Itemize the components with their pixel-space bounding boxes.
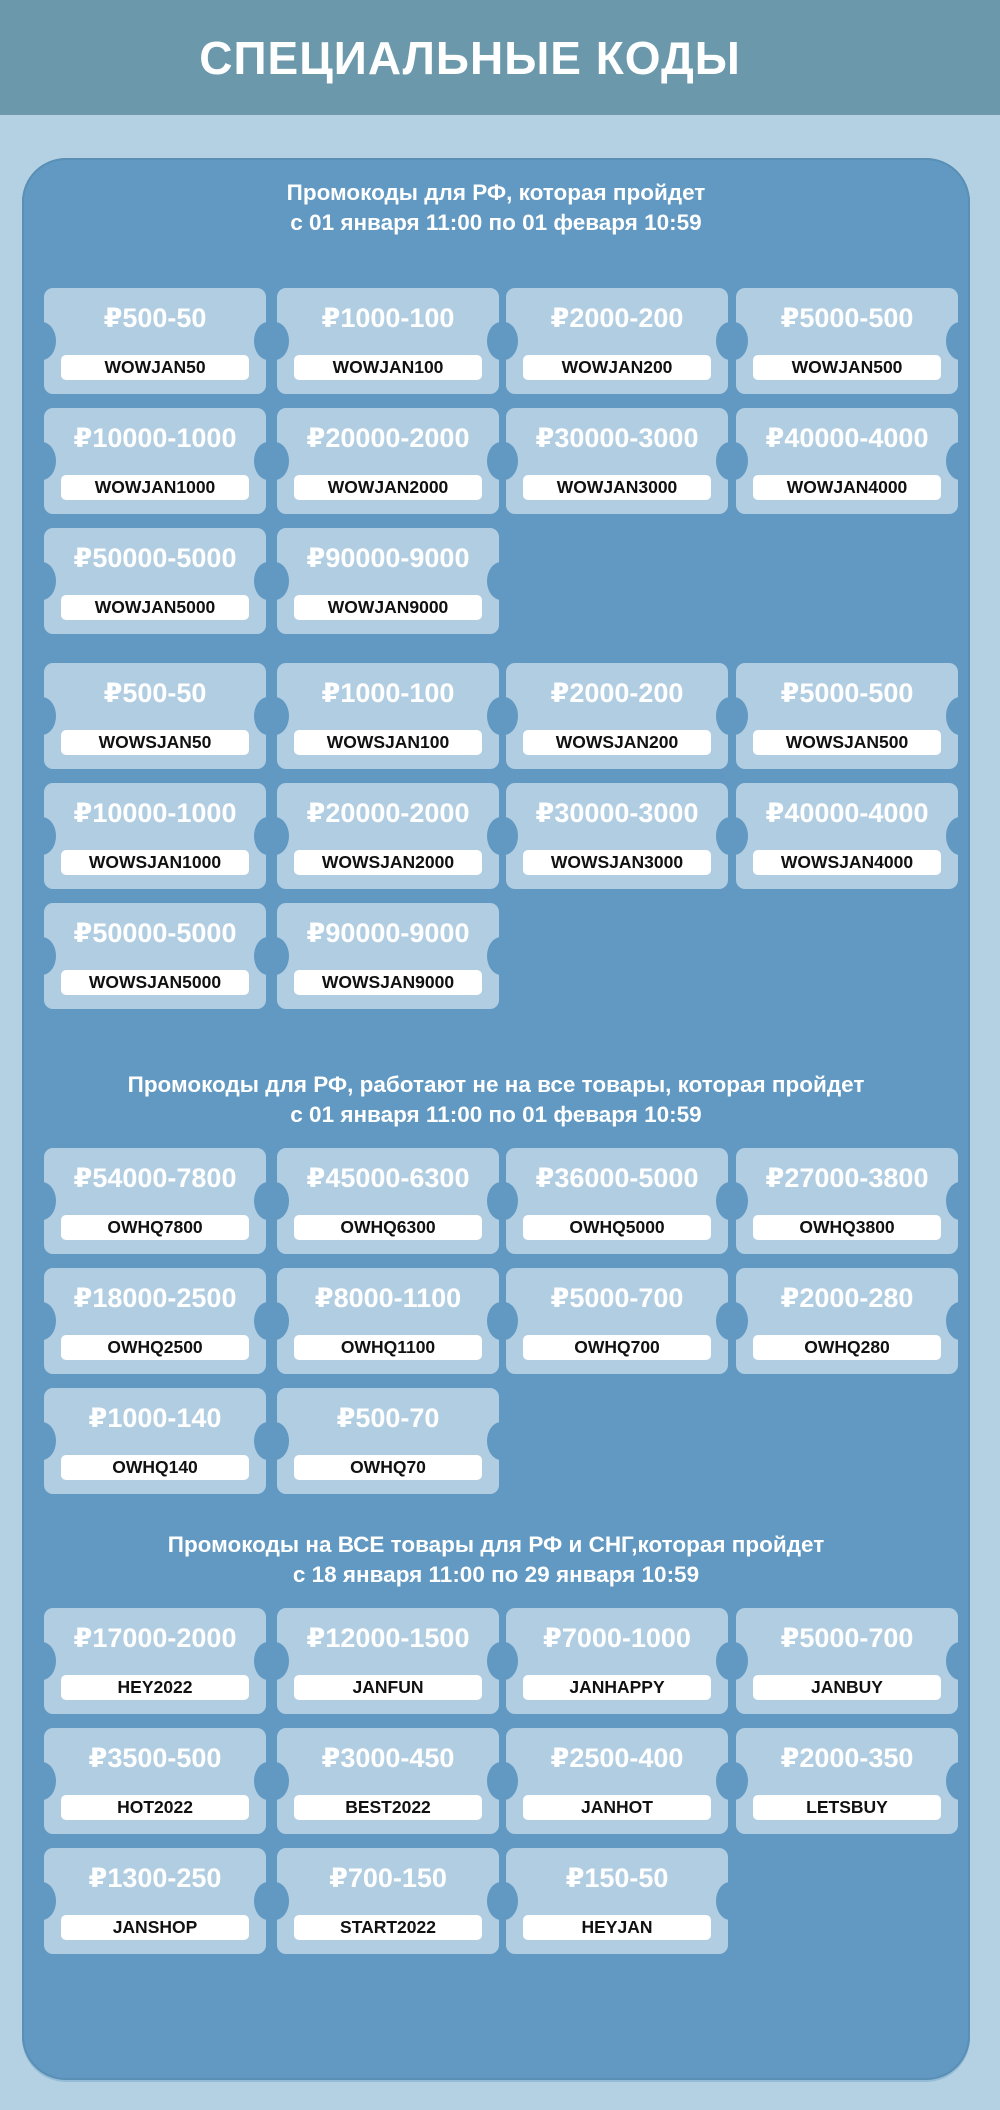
coupon-card[interactable] (736, 1268, 958, 1374)
coupon-discount-value: ₽2000-280 (780, 1283, 914, 1313)
section-heading: Промокоды для РФ, работают не на все товары, которая пройдет с 01 января 11:00 по 01 феваря 10:59 (127, 1072, 865, 1127)
coupon-card[interactable] (277, 1848, 499, 1954)
coupon-discount-value: ₽3500-500 (88, 1743, 222, 1773)
coupon-code[interactable]: JANHAPPY (523, 1675, 711, 1700)
coupon-discount-value: ₽2000-350 (780, 1743, 914, 1773)
coupon-card[interactable] (44, 903, 266, 1009)
coupon-card[interactable] (736, 1728, 958, 1834)
coupon-code[interactable]: HEYJAN (523, 1915, 711, 1940)
coupon-code[interactable]: OWHQ5000 (523, 1215, 711, 1240)
coupon-discount-value: ₽20000-2000 (306, 798, 470, 828)
coupon-code[interactable]: WOWJAN200 (523, 355, 711, 380)
coupon-card[interactable] (44, 1848, 266, 1954)
coupon-code[interactable]: OWHQ6300 (294, 1215, 482, 1240)
coupon-discount-value: ₽2500-400 (550, 1743, 684, 1773)
coupon-code[interactable]: WOWJAN100 (294, 355, 482, 380)
coupon-discount-value: ₽500-70 (336, 1403, 440, 1433)
coupon-discount-value: ₽27000-3800 (765, 1163, 929, 1193)
coupon-card[interactable] (506, 1848, 728, 1954)
coupon-discount-value: ₽3000-450 (321, 1743, 455, 1773)
coupon-discount-value: ₽7000-1000 (543, 1623, 691, 1653)
coupon-card[interactable] (277, 1148, 499, 1254)
coupon-code[interactable]: OWHQ2500 (61, 1335, 249, 1360)
coupon-code[interactable]: WOWSJAN2000 (294, 850, 482, 875)
coupon-card[interactable] (277, 1608, 499, 1714)
coupon-card[interactable] (277, 663, 499, 769)
coupon-discount-value: ₽36000-5000 (535, 1163, 699, 1193)
coupon-code[interactable]: WOWSJAN100 (294, 730, 482, 755)
coupon-card[interactable] (44, 408, 266, 514)
coupon-discount-value: ₽5000-700 (780, 1623, 914, 1653)
coupon-code[interactable]: WOWJAN1000 (61, 475, 249, 500)
coupon-code[interactable]: OWHQ700 (523, 1335, 711, 1360)
coupon-discount-value: ₽40000-4000 (765, 798, 929, 828)
coupon-code[interactable]: OWHQ140 (61, 1455, 249, 1480)
coupon-card[interactable] (736, 1148, 958, 1254)
coupon-code[interactable]: OWHQ280 (753, 1335, 941, 1360)
coupon-card[interactable] (736, 783, 958, 889)
page-title: СПЕЦИАЛЬНЫЕ КОДЫ (199, 31, 741, 84)
coupon-code[interactable]: WOWSJAN50 (61, 730, 249, 755)
coupon-code[interactable]: WOWSJAN9000 (294, 970, 482, 995)
coupon-card[interactable] (44, 1388, 266, 1494)
coupon-code[interactable]: WOWSJAN500 (753, 730, 941, 755)
promo-panel (22, 158, 970, 2080)
coupon-card[interactable] (736, 288, 958, 394)
coupon-code[interactable]: JANSHOP (61, 1915, 249, 1940)
coupon-code[interactable]: WOWSJAN1000 (61, 850, 249, 875)
coupon-card[interactable] (506, 288, 728, 394)
coupon-card[interactable] (44, 1608, 266, 1714)
coupon-card[interactable] (506, 663, 728, 769)
coupon-code[interactable]: JANHOT (523, 1795, 711, 1820)
coupon-discount-value: ₽1000-100 (321, 678, 455, 708)
coupon-discount-value: ₽45000-6300 (306, 1163, 470, 1193)
coupon-code[interactable]: WOWJAN4000 (753, 475, 941, 500)
coupon-code[interactable]: OWHQ1100 (294, 1335, 482, 1360)
coupon-discount-value: ₽50000-5000 (73, 918, 237, 948)
section-heading: Промокоды на ВСЕ товары для РФ и СНГ,которая пройдет с 18 января 11:00 по 29 января 10:59 (167, 1532, 825, 1587)
coupon-discount-value: ₽30000-3000 (535, 423, 699, 453)
coupon-code[interactable]: WOWSJAN5000 (61, 970, 249, 995)
coupon-discount-value: ₽1300-250 (88, 1863, 222, 1893)
coupon-code[interactable]: BEST2022 (294, 1795, 482, 1820)
coupon-card[interactable] (44, 663, 266, 769)
coupon-discount-value: ₽20000-2000 (306, 423, 470, 453)
coupon-code[interactable]: LETSBUY (753, 1795, 941, 1820)
coupon-discount-value: ₽700-150 (329, 1863, 447, 1893)
coupon-discount-value: ₽54000-7800 (73, 1163, 237, 1193)
coupon-discount-value: ₽500-50 (103, 303, 207, 333)
coupon-card[interactable] (506, 783, 728, 889)
coupon-discount-value: ₽10000-1000 (73, 423, 237, 453)
coupon-code[interactable]: WOWJAN9000 (294, 595, 482, 620)
coupon-card[interactable] (44, 1728, 266, 1834)
coupon-card[interactable] (736, 408, 958, 514)
page-header (0, 0, 1000, 115)
coupon-discount-value: ₽500-50 (103, 678, 207, 708)
coupon-code[interactable]: JANBUY (753, 1675, 941, 1700)
coupon-card[interactable] (44, 783, 266, 889)
coupon-discount-value: ₽8000-1100 (314, 1283, 462, 1313)
coupon-card[interactable] (44, 288, 266, 394)
coupon-discount-value: ₽17000-2000 (73, 1623, 237, 1653)
coupon-card[interactable] (44, 528, 266, 634)
coupon-card[interactable] (277, 1728, 499, 1834)
coupon-card[interactable] (506, 1728, 728, 1834)
coupon-discount-value: ₽150-50 (565, 1863, 669, 1893)
coupon-code[interactable]: WOWJAN3000 (523, 475, 711, 500)
coupon-code[interactable]: WOWJAN50 (61, 355, 249, 380)
coupon-card[interactable] (277, 528, 499, 634)
coupon-card[interactable] (506, 408, 728, 514)
coupon-code[interactable]: WOWSJAN4000 (753, 850, 941, 875)
section-heading: Промокоды для РФ, которая пройдет с 01 января 11:00 по 01 феваря 10:59 (286, 180, 706, 235)
coupon-card[interactable] (44, 1268, 266, 1374)
coupon-code[interactable]: WOWSJAN3000 (523, 850, 711, 875)
coupon-code[interactable]: WOWJAN5000 (61, 595, 249, 620)
coupon-discount-value: ₽50000-5000 (73, 543, 237, 573)
coupon-discount-value: ₽12000-1500 (306, 1623, 470, 1653)
coupon-code[interactable]: WOWJAN2000 (294, 475, 482, 500)
coupon-card[interactable] (506, 1268, 728, 1374)
coupon-card[interactable] (736, 1608, 958, 1714)
coupon-discount-value: ₽30000-3000 (535, 798, 699, 828)
coupon-discount-value: ₽10000-1000 (73, 798, 237, 828)
coupon-code[interactable]: OWHQ7800 (61, 1215, 249, 1240)
coupon-discount-value: ₽40000-4000 (765, 423, 929, 453)
coupon-code[interactable]: WOWSJAN200 (523, 730, 711, 755)
coupon-code[interactable]: OWHQ3800 (753, 1215, 941, 1240)
coupon-discount-value: ₽2000-200 (550, 303, 684, 333)
coupon-card[interactable] (277, 783, 499, 889)
coupon-card[interactable] (44, 1148, 266, 1254)
coupon-card[interactable] (506, 1148, 728, 1254)
coupon-card[interactable] (277, 408, 499, 514)
coupon-code[interactable]: START2022 (294, 1915, 482, 1940)
coupon-card[interactable] (277, 1388, 499, 1494)
coupon-code[interactable]: HOT2022 (61, 1795, 249, 1820)
coupon-discount-value: ₽5000-500 (780, 678, 914, 708)
coupon-discount-value: ₽90000-9000 (306, 918, 470, 948)
coupon-code[interactable]: WOWJAN500 (753, 355, 941, 380)
coupon-discount-value: ₽2000-200 (550, 678, 684, 708)
coupon-discount-value: ₽1000-100 (321, 303, 455, 333)
coupon-code[interactable]: OWHQ70 (294, 1455, 482, 1480)
coupon-card[interactable] (506, 1608, 728, 1714)
coupon-discount-value: ₽18000-2500 (73, 1283, 237, 1313)
coupon-discount-value: ₽1000-140 (88, 1403, 222, 1433)
coupon-discount-value: ₽5000-500 (780, 303, 914, 333)
coupon-card[interactable] (277, 1268, 499, 1374)
coupon-discount-value: ₽90000-9000 (306, 543, 470, 573)
coupon-code[interactable]: JANFUN (294, 1675, 482, 1700)
coupon-card[interactable] (277, 903, 499, 1009)
coupon-code[interactable]: HEY2022 (61, 1675, 249, 1700)
coupon-card[interactable] (736, 663, 958, 769)
coupon-discount-value: ₽5000-700 (550, 1283, 684, 1313)
coupon-card[interactable] (277, 288, 499, 394)
